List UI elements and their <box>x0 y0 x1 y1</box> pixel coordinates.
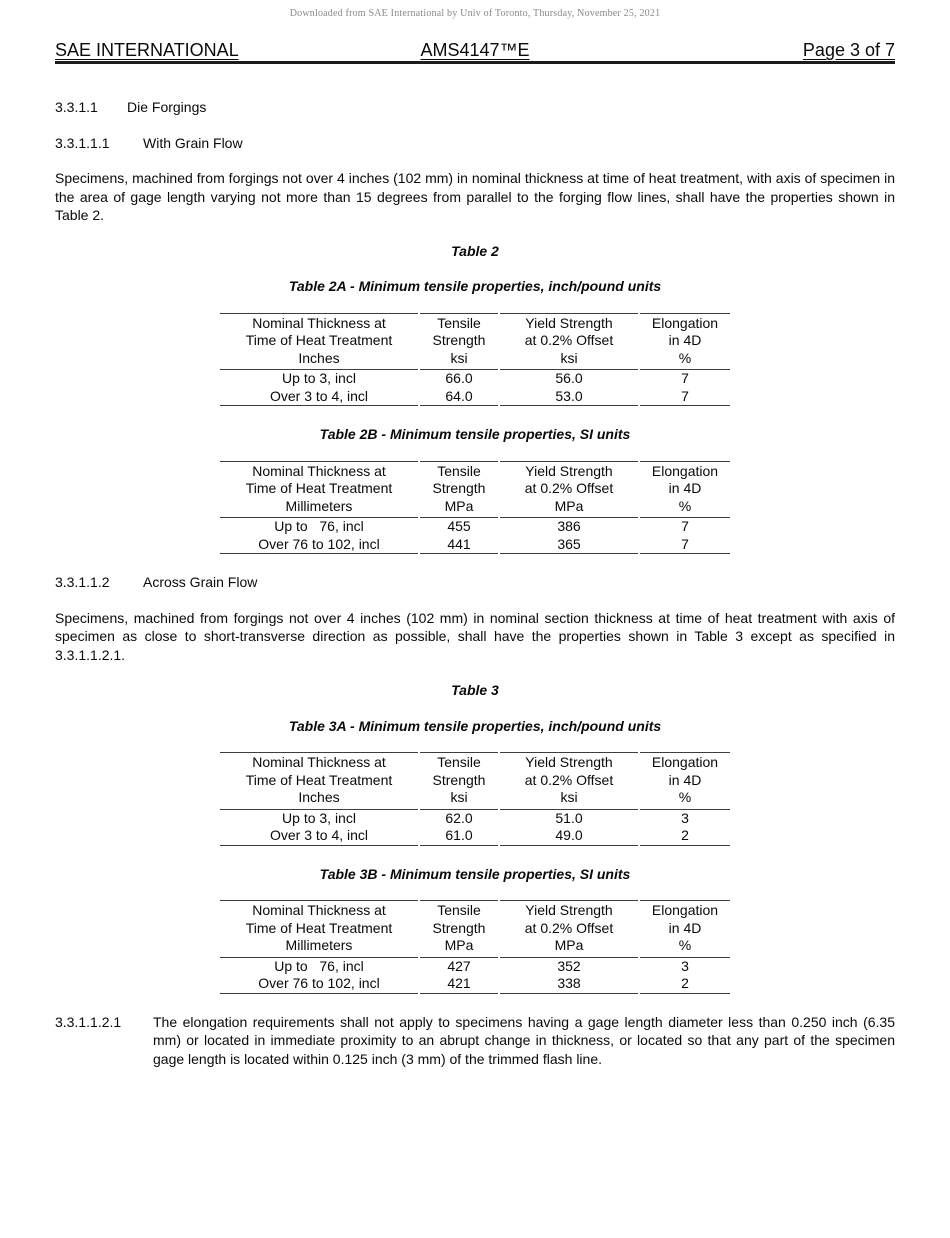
header-line: Yield Strength <box>525 462 613 479</box>
header-line: Strength <box>432 480 486 496</box>
col-header-elongation <box>640 461 730 519</box>
section-title: Across Grain Flow <box>143 574 258 590</box>
col-header-thickness <box>220 461 418 519</box>
header-line: Yield Strength <box>525 902 613 918</box>
section-heading-33111 <box>55 134 895 153</box>
header-line: Millimeters <box>285 937 353 953</box>
cell-thickness: Up to 3, incl <box>282 809 356 826</box>
header-line: MPa <box>554 937 584 953</box>
header-line: Tensile <box>437 462 481 479</box>
table-header-row <box>220 313 730 371</box>
cell-elongation: 7 <box>681 518 689 534</box>
header-line: Strength <box>432 771 486 788</box>
paragraph-with-grain-flow: Specimens, machined from forgings not over 4 inches (102 mm) in nominal thickness at time of heat treatment, with axis of specimen in the area of gage length varying not more than 15 degrees from parallel to the forging flow lines, shall have the properties shown in Table 2. <box>55 170 895 223</box>
cell-elongation: 7 <box>640 536 730 555</box>
cell-thickness: Over 76 to 102, incl <box>220 536 418 555</box>
cell-tensile: 61.0 <box>420 827 498 846</box>
header-org-label: SAE INTERNATIONAL <box>55 40 239 60</box>
col-header-elongation <box>640 752 730 810</box>
table3a-caption: Table 3A - Minimum tensile properties, inch/pound units <box>288 717 662 734</box>
header-line: at 0.2% Offset <box>524 919 614 936</box>
col-header-tensile <box>420 461 498 519</box>
download-notice: Downloaded from SAE International by Univ of Toronto, Thursday, November 25, 2021 <box>289 8 661 19</box>
section-number: 3.3.1.1 <box>55 99 98 115</box>
cell-thickness: Up to 76, incl <box>274 518 364 534</box>
cell-tensile: 455 <box>447 518 471 534</box>
col-header-yield <box>500 900 638 958</box>
table-3b <box>218 900 732 994</box>
table3b-caption: Table 3B - Minimum tensile properties, SI units <box>319 865 631 882</box>
header-line: % <box>678 789 692 805</box>
header-line: MPa <box>444 937 474 953</box>
header-line: Inches <box>298 789 340 805</box>
header-line: at 0.2% Offset <box>524 480 614 496</box>
section-number: 3.3.1.1.2 <box>55 574 110 590</box>
header-line: Nominal Thickness at <box>252 462 386 479</box>
table-header-row <box>220 461 730 519</box>
header-page-number-label: Page 3 of 7 <box>802 40 895 60</box>
table-row <box>220 827 730 846</box>
header-line: ksi <box>450 349 468 366</box>
cell-elongation: 7 <box>681 370 689 386</box>
section-number: 3.3.1.1.1 <box>55 134 110 151</box>
cell-yield: 338 <box>500 975 638 994</box>
header-line: in 4D <box>668 771 702 788</box>
table-row <box>220 370 730 388</box>
header-line: % <box>678 937 692 953</box>
header-doc-number-label: AMS4147™E <box>420 40 530 60</box>
table-2b <box>218 461 732 555</box>
section-heading-33112 <box>55 573 895 592</box>
header-line: ksi <box>560 349 578 366</box>
cell-elongation: 3 <box>681 957 689 974</box>
table-row <box>220 810 730 828</box>
header-line: in 4D <box>668 332 702 348</box>
cell-tensile: 64.0 <box>420 388 498 407</box>
header-line: Yield Strength <box>525 314 613 331</box>
cell-yield: 49.0 <box>500 827 638 846</box>
header-line: at 0.2% Offset <box>524 771 614 788</box>
cell-thickness: Over 76 to 102, incl <box>220 975 418 994</box>
header-page-number <box>615 41 895 59</box>
table2b-caption: Table 2B - Minimum tensile properties, SI units <box>319 426 631 442</box>
section-number: 3.3.1.1.2.1 <box>55 1013 122 1030</box>
table-header-row <box>220 900 730 958</box>
cell-tensile: 66.0 <box>445 370 473 386</box>
col-header-tensile <box>420 900 498 958</box>
header-line: at 0.2% Offset <box>524 332 614 348</box>
header-line: Strength <box>432 919 486 936</box>
header-line: ksi <box>560 789 578 805</box>
header-line: MPa <box>554 497 584 514</box>
paragraph-across-grain-flow: Specimens, machined from forgings not over 4 inches (102 mm) in nominal section thickness at time of heat treatment with axis of specimen as close to short-transverse direction as possible, shall have the properties shown in Table 3 except as specified in 3.3.1.1.2.1. <box>55 609 895 663</box>
header-line: Elongation <box>651 902 719 918</box>
cell-yield: 51.0 <box>555 809 583 826</box>
col-header-tensile <box>420 752 498 810</box>
col-header-thickness <box>220 313 418 371</box>
header-line: in 4D <box>668 919 702 936</box>
cell-tensile: 62.0 <box>445 809 473 826</box>
table-row <box>220 518 730 536</box>
cell-elongation: 2 <box>640 827 730 846</box>
header-org <box>55 41 335 59</box>
header-line: Nominal Thickness at <box>252 314 386 331</box>
table-3a <box>218 752 732 846</box>
table-row <box>220 388 730 407</box>
cell-tensile: 427 <box>447 957 471 974</box>
table-row <box>220 975 730 994</box>
section-title: With Grain Flow <box>143 134 243 151</box>
cell-thickness: Up to 76, incl <box>274 957 364 974</box>
col-header-thickness <box>220 900 418 958</box>
header-line: Time of Heat Treatment <box>245 332 393 348</box>
header-line: Elongation <box>651 314 719 331</box>
section-title: Die Forgings <box>127 99 207 115</box>
cell-yield: 352 <box>557 957 581 974</box>
table-2a <box>218 313 732 407</box>
header-line: Millimeters <box>285 497 353 514</box>
header-line: Time of Heat Treatment <box>245 771 393 788</box>
header-line: Tensile <box>437 902 481 918</box>
cell-thickness: Over 3 to 4, incl <box>220 388 418 407</box>
header-line: ksi <box>450 789 468 805</box>
header-line: Time of Heat Treatment <box>245 919 393 936</box>
cell-elongation: 2 <box>640 975 730 994</box>
col-header-yield <box>500 752 638 810</box>
header-line: Nominal Thickness at <box>252 754 386 770</box>
header-line: MPa <box>444 497 474 514</box>
col-header-elongation <box>640 900 730 958</box>
header-line: Elongation <box>651 754 719 770</box>
table2-group-title: Table 2 <box>451 242 499 259</box>
col-header-yield <box>500 461 638 519</box>
paragraph-elongation-exception <box>55 1013 895 1069</box>
cell-yield: 56.0 <box>555 370 583 386</box>
table-row <box>220 958 730 976</box>
cell-tensile: 421 <box>420 975 498 994</box>
cell-yield: 53.0 <box>500 388 638 407</box>
header-line: in 4D <box>668 480 702 496</box>
document-body <box>0 98 950 1068</box>
header-line: Inches <box>298 349 340 366</box>
header-line: Tensile <box>437 314 481 331</box>
cell-yield: 365 <box>500 536 638 555</box>
table2a-caption: Table 2A - Minimum tensile properties, inch/pound units <box>288 278 662 294</box>
header-line: Elongation <box>651 462 719 479</box>
cell-yield: 386 <box>557 518 581 534</box>
page-header <box>55 41 895 64</box>
cell-tensile: 441 <box>420 536 498 555</box>
table3-group-title: Table 3 <box>451 682 499 698</box>
header-line: Tensile <box>437 754 481 770</box>
header-doc-number <box>335 41 615 59</box>
col-header-elongation <box>640 313 730 371</box>
header-line: % <box>678 497 692 514</box>
header-line: Yield Strength <box>525 754 613 770</box>
cell-thickness: Over 3 to 4, incl <box>220 827 418 846</box>
section-text: The elongation requirements shall not apply to specimens having a gage length diameter less than 0.250 inch (6.35 mm) or located in immediate proximity to an abrupt change in thickness, or located so that any part of the specimen gage length is located within 0.125 inch (3 mm) of the trimmed flash line. <box>153 1013 895 1067</box>
table-row <box>220 536 730 555</box>
table-header-row <box>220 752 730 810</box>
header-line: Strength <box>432 332 486 348</box>
section-heading-3311 <box>55 98 895 117</box>
col-header-thickness <box>220 752 418 810</box>
header-line: Time of Heat Treatment <box>245 480 393 496</box>
cell-thickness: Up to 3, incl <box>282 370 356 386</box>
col-header-yield <box>500 313 638 371</box>
header-line: % <box>678 349 692 366</box>
cell-elongation: 3 <box>681 809 689 826</box>
cell-elongation: 7 <box>640 388 730 407</box>
header-line: Nominal Thickness at <box>252 902 386 918</box>
col-header-tensile <box>420 313 498 371</box>
